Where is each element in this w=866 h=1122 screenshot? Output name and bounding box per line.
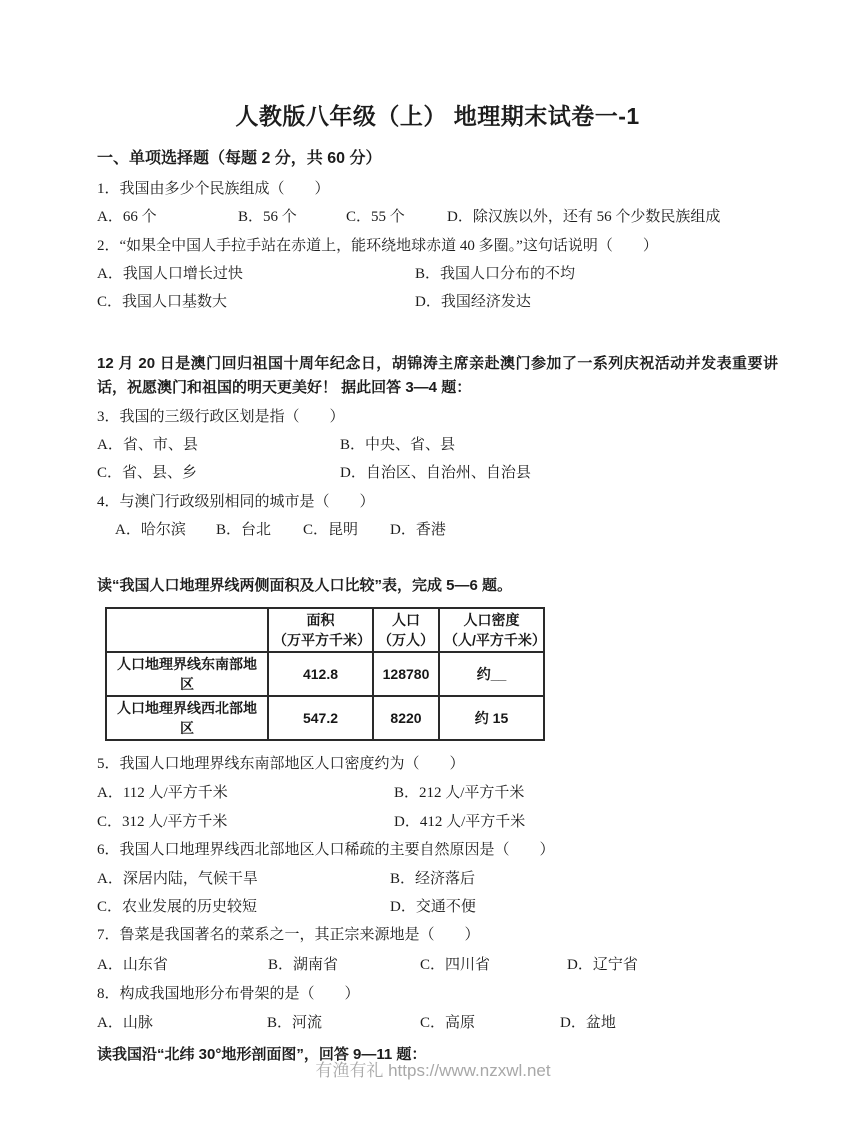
table-header-density xyxy=(439,608,544,652)
option-q7-d: D．辽宁省 xyxy=(567,957,638,973)
question-1-options xyxy=(97,207,778,227)
cell-southeast-population: 128780 xyxy=(373,652,439,696)
cell-northwest-density: 约 15 xyxy=(439,696,544,740)
cell-southeast-area: 412.8 xyxy=(268,652,373,696)
question-5-options-cd xyxy=(97,812,778,832)
option-q5-d: D．412 人/平方千米 xyxy=(394,814,526,830)
exam-page xyxy=(97,0,778,1067)
option-q2-b: B．我国人口分布的不均 xyxy=(415,266,576,282)
question-3-text: 3．我国的三级行政区划是指（ ） xyxy=(97,409,345,425)
table-header-density-line2: （人/平方千米） xyxy=(444,632,546,648)
option-q3-a: A．省、市、县 xyxy=(97,437,198,453)
table-header-area-line2: （万平方千米） xyxy=(273,632,371,648)
option-q4-a: A．哈尔滨 xyxy=(115,522,186,538)
passage-q3-q4: 12 月 20 日是澳门回归祖国十周年纪念日，胡锦涛主席亲赴澳门参加了一系列庆祝活动并发表重要讲话，祝愿澳门和祖国的明天更美好！ 据此回答 3—4 题： xyxy=(97,355,778,396)
table-header-row xyxy=(106,608,544,652)
question-8-text: 8．构成我国地形分布骨架的是（ ） xyxy=(97,986,360,1002)
question-2-options-cd xyxy=(97,292,778,312)
option-q6-c: C．农业发展的历史较短 xyxy=(97,899,258,915)
option-q6-d: D．交通不便 xyxy=(390,899,476,915)
question-2-options-ab xyxy=(97,264,778,284)
table-header-area xyxy=(268,608,373,652)
section-header: 一、单项选择题（每题 2 分，共 60 分） xyxy=(97,150,382,167)
option-q1-d: D．除汉族以外，还有 56 个少数民族组成 xyxy=(447,209,721,225)
option-q3-b: B．中央、省、县 xyxy=(340,437,456,453)
cell-southeast-density: 约__ xyxy=(439,652,544,696)
option-q8-d: D．盆地 xyxy=(560,1015,616,1031)
option-q4-b: B．台北 xyxy=(216,522,272,538)
option-q4-c: C．昆明 xyxy=(303,522,359,538)
option-q7-a: A．山东省 xyxy=(97,957,168,973)
question-3-options-ab xyxy=(97,435,778,455)
option-q8-a: A．山脉 xyxy=(97,1015,153,1031)
question-6-options-ab xyxy=(97,869,778,889)
population-comparison-table xyxy=(105,607,545,741)
option-q6-b: B．经济落后 xyxy=(390,871,476,887)
option-q3-c: C．省、县、乡 xyxy=(97,465,198,481)
table-header-density-line1: 人口密度 xyxy=(463,612,520,628)
option-q6-a: A．深居内陆，气候干旱 xyxy=(97,871,258,887)
question-6-text: 6．我国人口地理界线西北部地区人口稀疏的主要自然原因是（ ） xyxy=(97,842,555,858)
option-q2-a: A．我国人口增长过快 xyxy=(97,266,243,282)
question-8-options xyxy=(97,1013,778,1033)
table-header-empty xyxy=(106,608,268,652)
option-q8-c: C．高原 xyxy=(420,1015,476,1031)
option-q7-c: C．四川省 xyxy=(420,957,491,973)
cell-southeast-label: 人口地理界线东南部地区 xyxy=(106,652,268,696)
cell-northwest-area: 547.2 xyxy=(268,696,373,740)
question-5-options-ab xyxy=(97,783,778,803)
option-q5-b: B．212 人/平方千米 xyxy=(394,785,525,801)
option-q8-b: B．河流 xyxy=(267,1015,323,1031)
question-5-text: 5．我国人口地理界线东南部地区人口密度约为（ ） xyxy=(97,756,465,772)
passage-q9-q11: 读我国沿“北纬 30°地形剖面图”，回答 9—11 题： xyxy=(97,1046,427,1063)
option-q2-d: D．我国经济发达 xyxy=(415,294,531,310)
table-row-northwest xyxy=(106,696,544,740)
option-q1-a: A．66 个 xyxy=(97,209,157,225)
option-q3-d: D．自治区、自治州、自治县 xyxy=(340,465,531,481)
footer-watermark: 有渔有礼 https://www.nzxwl.net xyxy=(315,1061,551,1080)
cell-northwest-label: 人口地理界线西北部地区 xyxy=(106,696,268,740)
question-3-options-cd xyxy=(97,463,778,483)
page-title: 人教版八年级（上） 地理期末试卷一-1 xyxy=(235,103,640,129)
passage-q5-q6: 读“我国人口地理界线两侧面积及人口比较”表，完成 5—6 题。 xyxy=(97,577,513,594)
option-q1-c: C．55 个 xyxy=(346,209,405,225)
option-q7-b: B．湖南省 xyxy=(268,957,339,973)
question-6-options-cd xyxy=(97,897,778,917)
question-4-text: 4．与澳门行政级别相同的城市是（ ） xyxy=(97,494,375,510)
question-7-text: 7．鲁菜是我国著名的菜系之一，其正宗来源地是（ ） xyxy=(97,927,480,943)
table-header-population xyxy=(373,608,439,652)
question-4-options xyxy=(97,520,778,540)
question-1-text: 1．我国由多少个民族组成（ ） xyxy=(97,181,330,197)
question-2-text: 2．“如果全中国人手拉手站在赤道上，能环绕地球赤道 40 多圈。”这句话说明（ ） xyxy=(97,238,658,254)
table-header-area-line1: 面积 xyxy=(306,612,335,628)
table-header-population-line2: （万人） xyxy=(378,632,434,648)
table-header-population-line1: 人口 xyxy=(392,612,420,628)
table-row-southeast xyxy=(106,652,544,696)
option-q5-a: A．112 人/平方千米 xyxy=(97,785,228,801)
option-q5-c: C．312 人/平方千米 xyxy=(97,814,228,830)
option-q1-b: B．56 个 xyxy=(238,209,297,225)
option-q2-c: C．我国人口基数大 xyxy=(97,294,228,310)
cell-northwest-population: 8220 xyxy=(373,696,439,740)
question-7-options xyxy=(97,955,778,975)
option-q4-d: D．香港 xyxy=(390,522,446,538)
